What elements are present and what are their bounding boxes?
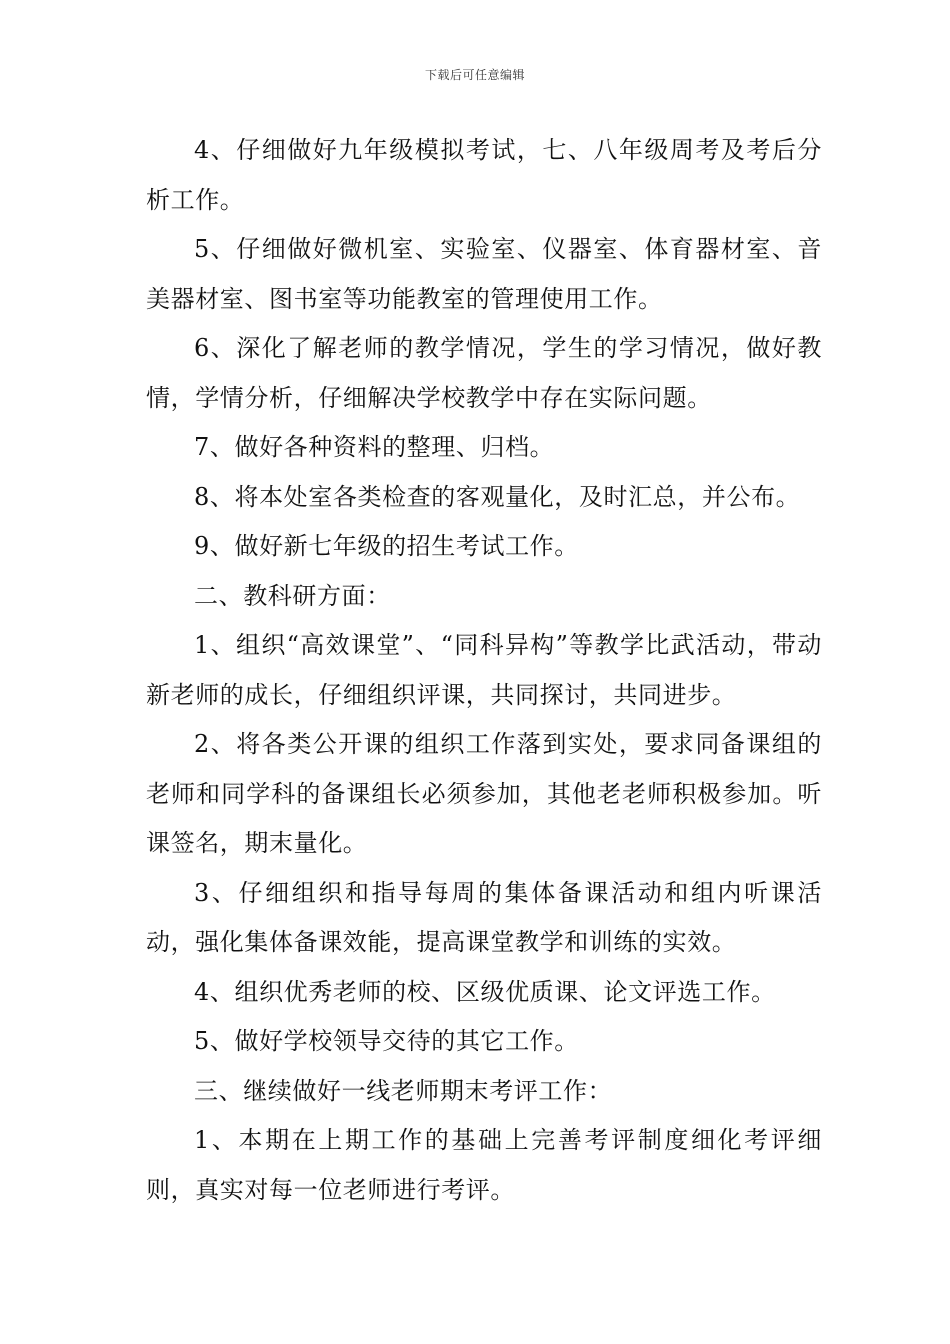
paragraph-item-4-exams: 4、仔细做好九年级模拟考试，七、八年级周考及考后分析工作。 [146, 136, 822, 214]
page-header-note: 下载后可任意编辑 [424, 68, 525, 82]
paragraph-research-4-selection: 4、组织优秀老师的校、区级优质课、论文评选工作。 [194, 977, 776, 1006]
paragraph-item-6-analysis: 6、深化了解老师的教学情况，学生的学习情况，做好教情，学情分析，仔细解决学校教学中存在实际问题。 [146, 334, 822, 412]
paragraph-evaluation-1: 1、本期在上期工作的基础上完善考评制度细化考评细则，真实对每一位老师进行考评。 [146, 1126, 822, 1204]
paragraph-item-8-quantify: 8、将本处室各类检查的客观量化，及时汇总，并公布。 [194, 482, 801, 511]
paragraph-research-3-lesson-prep: 3、仔细组织和指导每周的集体备课活动和组内听课活动，强化集体备课效能，提高课堂教学和训练的实效。 [146, 878, 822, 956]
paragraph-research-5-other: 5、做好学校领导交待的其它工作。 [194, 1027, 579, 1055]
paragraph-item-9-enrollment: 9、做好新七年级的招生考试工作。 [194, 532, 579, 560]
paragraph-research-1-competition: 1、组织“高效课堂”、“同科异构”等教学比武活动，带动新老师的成长，仔细组织评课，共同探讨，共同进步。 [146, 631, 822, 709]
section-heading-evaluation: 三、继续做好一线老师期末考评工作： [194, 1076, 613, 1105]
section-heading-research: 二、教科研方面： [194, 581, 391, 610]
paragraph-research-2-open-class: 2、将各类公开课的组织工作落到实处，要求同备课组的老师和同学科的备课组长必须参加，其他老老师积极参加。听课签名，期末量化。 [146, 730, 822, 857]
paragraph-item-5-rooms: 5、仔细做好微机室、实验室、仪器室、体育器材室、音美器材室、图书室等功能教室的管理使用工作。 [146, 235, 822, 313]
document-body [146, 126, 822, 1215]
paragraph-item-7-archive: 7、做好各种资料的整理、归档。 [194, 433, 555, 461]
